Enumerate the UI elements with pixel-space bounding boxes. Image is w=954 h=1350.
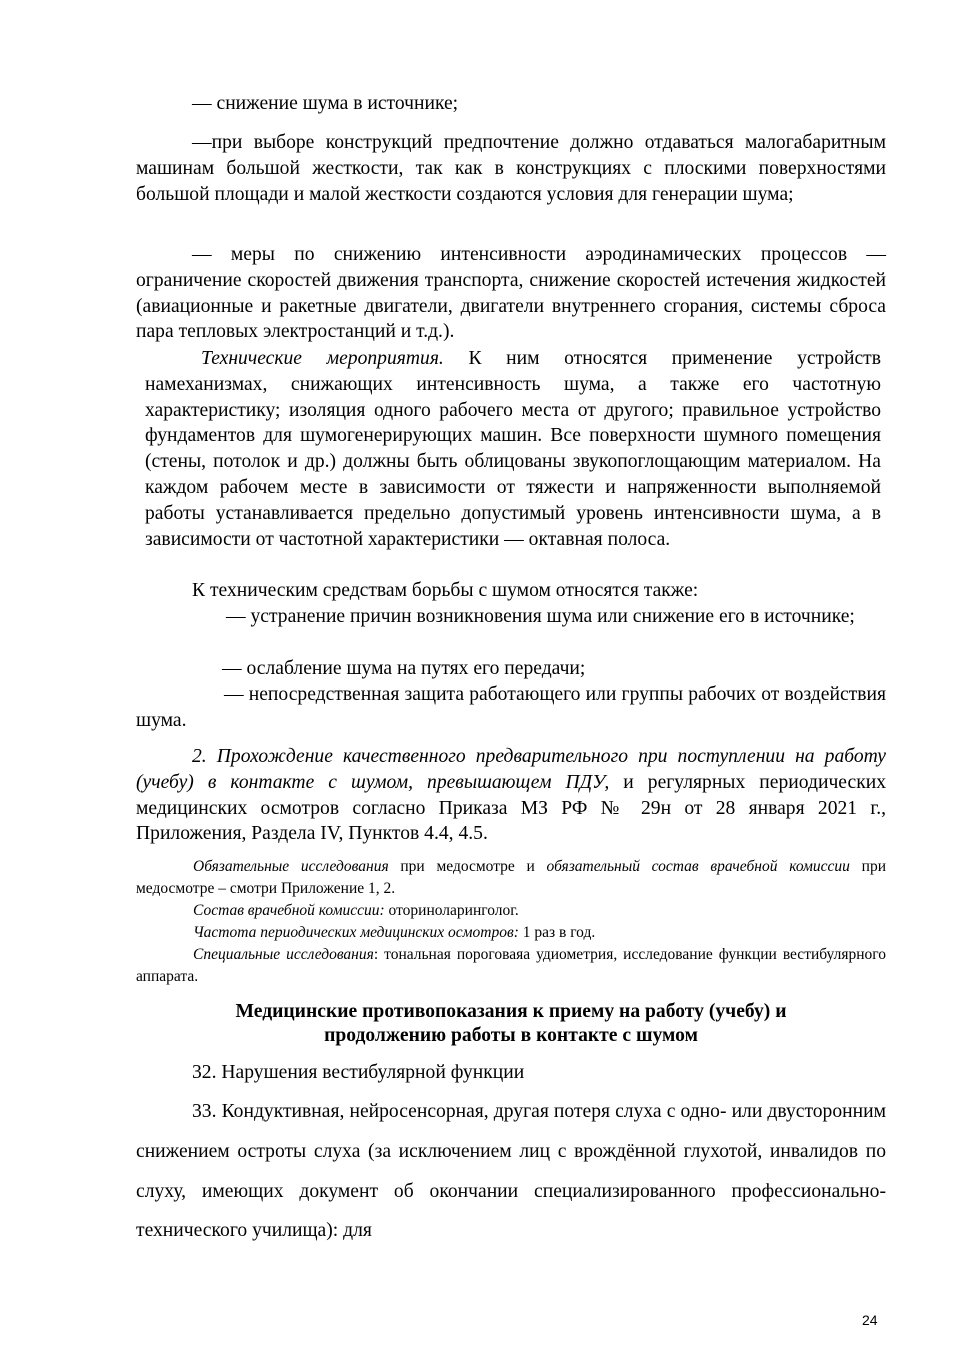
note-mandatory-research-term: Обязательные исследования — [193, 858, 389, 875]
technical-measures-title: Технические мероприятия. — [201, 348, 444, 369]
paragraph-technical-means-intro: К техническим средствам борьбы с шумом относятся также: — [192, 580, 699, 601]
medical-exam-text: и регулярных периодических медицинских осмотров согласно Приказа МЗ РФ № 29н от 28 января 2021 г., Приложения, Раздела IV, Пунктов 4.4, 4.5. — [136, 771, 886, 845]
list-item-direct-protection: — непосредственная защита работающего или группы рабочих от воздействия шума. — [136, 684, 886, 731]
note-exam-frequency-text: 1 раз в год. — [518, 924, 596, 941]
heading-line-1: Медицинские противопоказания к приему на работу (учебу) и — [235, 1001, 787, 1022]
note-commission-composition — [136, 900, 886, 922]
note-commission-term: обязательный состав врачебной комиссии — [546, 858, 850, 875]
small-notes-block — [136, 856, 886, 988]
note-special-research-term: Специальные исследования — [193, 946, 374, 963]
item-33-hearing-loss: 33. Кондуктивная, нейросенсорная, другая потеря слуха с одно- или двусторонним снижением остроты слуха (за исключением лиц с врождённой глухотой, инвалидов по слуху, имеющих документ об окончании специализированного профессионально-технического училища): для — [136, 1101, 886, 1242]
item-32-vestibular: 32. Нарушения вестибулярной функции — [192, 1062, 525, 1083]
note-special-research-text: : тональная пороговаяа удиометрия, исследование функции вестибулярного аппарата. — [136, 946, 887, 985]
paragraph-technical-measures — [145, 346, 881, 552]
note-exam-frequency — [136, 922, 886, 944]
paragraph-aerodynamic-measures: — меры по снижению интенсивности аэродинамических процессов — ограничение скоростей движения транспорта, снижение скоростей истечения жидкостей (авиационные и ракетные двигатели, двигатели внутреннего сгорания, системы сброса пара тепловых электростанций и т.д.). — [136, 244, 886, 343]
medical-exam-italic: 2. Прохождение качественного предварительного при поступлении на работу (учебу) в контакте с шумом, превышающем ПДУ, — [136, 746, 886, 793]
heading-line-2: продолжению работы в контакте с шумом — [324, 1025, 698, 1046]
list-item-attenuation-path: — ослабление шума на путях его передачи; — [222, 658, 586, 679]
note-mandatory-research — [136, 856, 886, 900]
section-heading — [136, 1000, 886, 1048]
paragraph-medical-exam — [136, 744, 886, 847]
paragraph-construction-choice: —при выборе конструкций предпочтение должно отдаваться малогабаритным машинам большой жесткости, так как в конструкциях с плоскими поверхностями большой площади и малой жесткости создаются условия для генерации шума; — [136, 132, 886, 205]
note-special-research — [136, 944, 886, 988]
list-item-eliminate-causes: — устранение причин возникновения шума или снижение его в источнике; — [226, 606, 855, 627]
page-number: 24 — [862, 1312, 878, 1328]
note-mandatory-research-text2: при медосмотре – смотри Приложение 1, 2. — [136, 858, 886, 897]
note-mandatory-research-text1: при медосмотре и — [388, 858, 547, 875]
note-commission-composition-term: Состав врачебной комиссии: — [193, 902, 385, 919]
note-exam-frequency-term: Частота периодических медицинских осмотров: — [193, 924, 519, 941]
technical-measures-text: К ним относятся применение устройств намеханизмах, снижающих интенсивность шума, а также его частотную характеристику; изоляция одного рабочего места от другого; правильное устройство фундаментов для шумогенерирующих машин. Все поверхности шумного помещения (стены, потолок и др.) должны быть облицованы звукопоглощающим материалом. На каждом рабочем месте в зависимости от тяжести и напряженности выполняемой работы устанавливается предельно допустимый уровень интенсивности шума, а в зависимости от частотной характеристики — октавная полоса. — [145, 348, 881, 550]
note-commission-composition-text: оториноларинголог. — [384, 902, 519, 919]
paragraph-noise-reduction-source: — снижение шума в источнике; — [192, 93, 459, 114]
